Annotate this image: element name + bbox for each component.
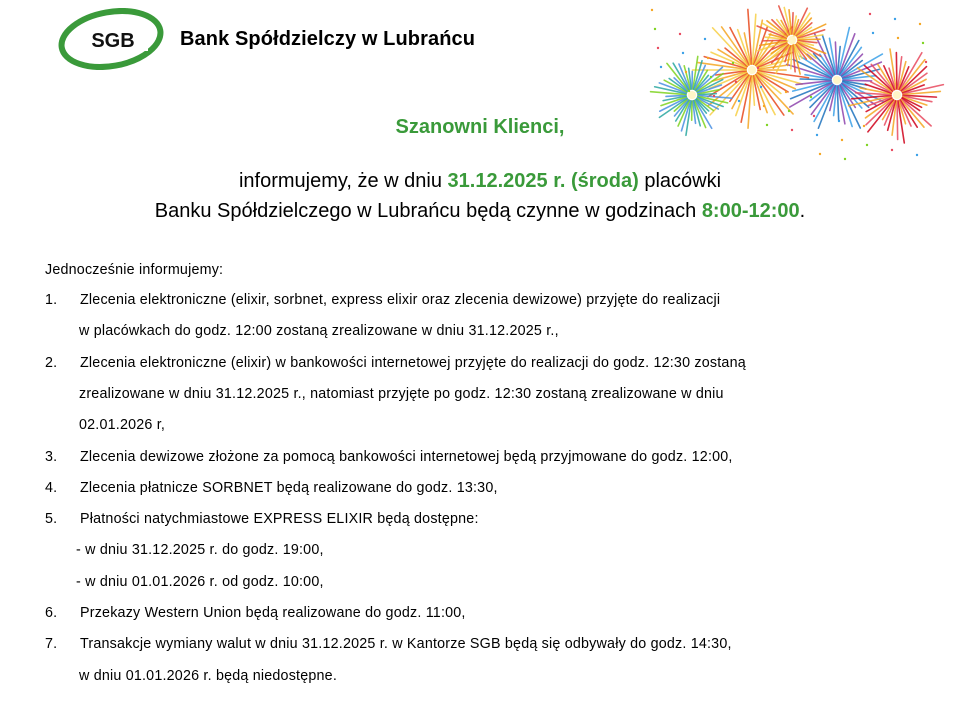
lead-text: informujemy, że w dniu xyxy=(238,170,448,192)
lead-text: . xyxy=(799,200,806,222)
list-item-number: 6. xyxy=(45,605,58,621)
list-item-text: - w dniu 31.12.2025 r. do godz. 19:00, xyxy=(76,542,324,558)
list-item-text: 02.01.2026 r, xyxy=(79,417,166,433)
list-item-number: 7. xyxy=(45,636,58,652)
sgb-logo xyxy=(58,8,166,70)
list-item-number: 5. xyxy=(45,511,58,527)
fireworks-image xyxy=(632,0,950,165)
list-item-text: Zlecenia dewizowe złożone za pomocą bankowości internetowej będą przyjmowane do godz. 12:00, xyxy=(80,449,733,465)
header xyxy=(58,8,578,72)
lead-line-1 xyxy=(0,166,960,196)
bank-name: Bank Spółdzielczy w Lubrańcu xyxy=(180,28,476,50)
lead-text: placówki xyxy=(638,170,722,192)
logo-text: SGB xyxy=(91,30,135,52)
list-item-number: 1. xyxy=(45,292,58,308)
lead-text: Banku Spółdzielczego w Lubrańcu będą czynne w godzinach xyxy=(154,200,702,222)
list-item-text: Zlecenia płatnicze SORBNET będą realizowane do godz. 13:30, xyxy=(80,480,498,496)
list-item-text: w placówkach do godz. 12:00 zostaną zrealizowane w dniu 31.12.2025 r., xyxy=(79,323,559,339)
list-item-number: 3. xyxy=(45,449,58,465)
list-intro: Jednocześnie informujemy: xyxy=(45,262,224,278)
greeting: Szanowni Klienci, xyxy=(395,116,565,138)
list-item-number: 2. xyxy=(45,355,58,371)
lead-paragraph xyxy=(0,166,960,226)
list-item-text: Zlecenia elektroniczne (elixir, sorbnet, express elixir oraz zlecenia dewizowe) przyjęte do realizacji xyxy=(80,292,721,308)
highlight-date: 31.12.2025 r. (środa) xyxy=(447,170,639,192)
lead-line-2 xyxy=(0,196,960,226)
list-item-number: 4. xyxy=(45,480,58,496)
list-item-text: Zlecenia elektroniczne (elixir) w bankowości internetowej przyjęte do realizacji do godz. 12:30 zostaną xyxy=(80,355,746,371)
list-item-text: zrealizowane w dniu 31.12.2025 r., natomiast przyjęte po godz. 12:30 zostaną zrealizowane w dniu xyxy=(79,386,724,402)
list-item-text: - w dniu 01.01.2026 r. od godz. 10:00, xyxy=(76,574,324,590)
list-item-text: w dniu 01.01.2026 r. będą niedostępne. xyxy=(79,668,337,684)
list-item-text: Płatności natychmiastowe EXPRESS ELIXIR będą dostępne: xyxy=(80,511,479,527)
list-item-text: Przekazy Western Union będą realizowane do godz. 11:00, xyxy=(80,605,466,621)
highlight-hours: 8:00-12:00 xyxy=(701,200,800,222)
list-item-text: Transakcje wymiany walut w dniu 31.12.2025 r. w Kantorze SGB będą się odbywały do godz. 14:30, xyxy=(80,636,732,652)
